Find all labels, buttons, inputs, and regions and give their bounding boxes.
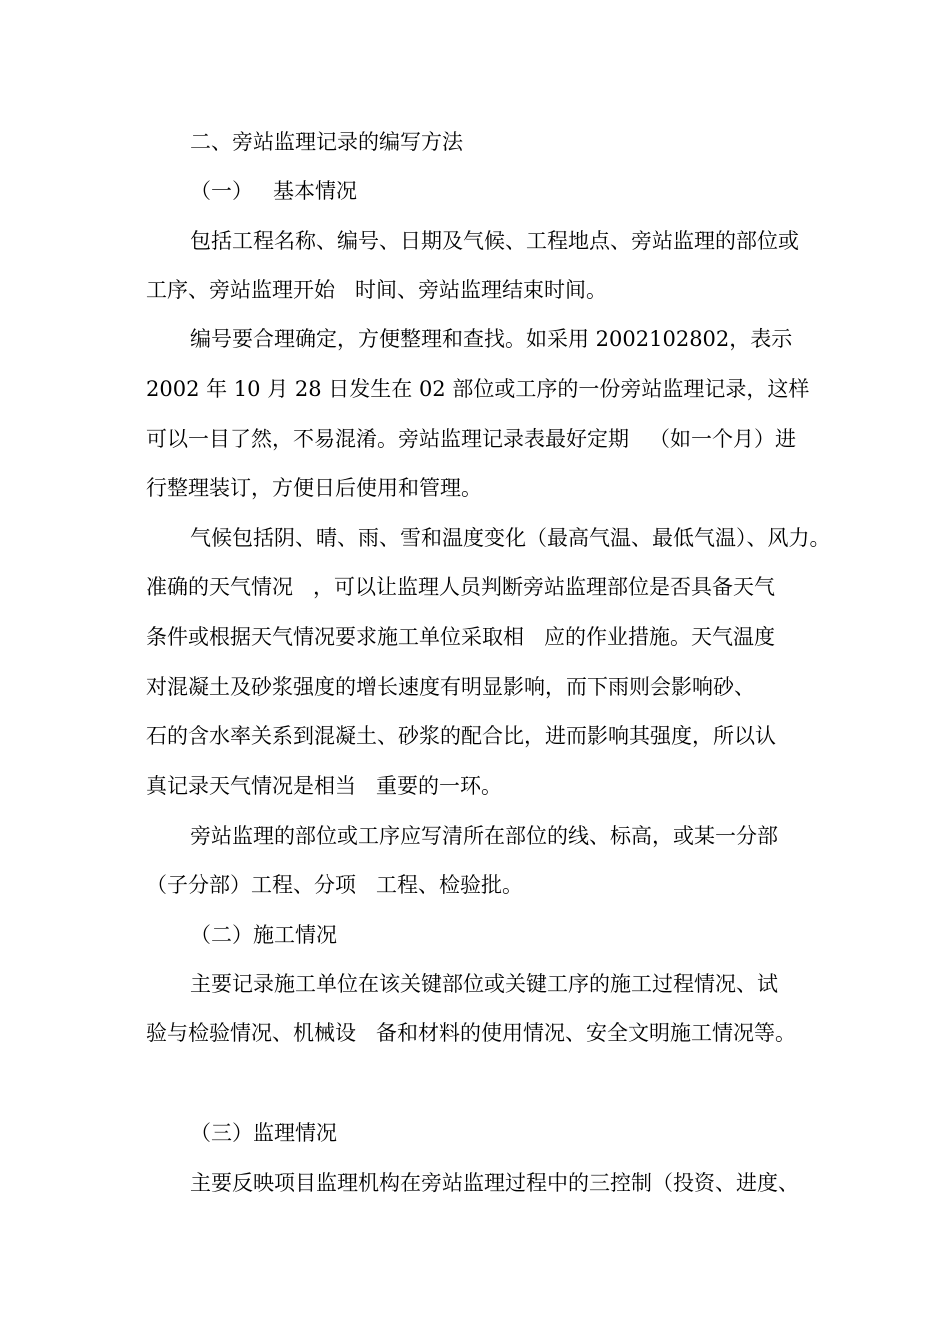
section-heading: 二、旁站监理记录的编写方法 bbox=[190, 130, 463, 154]
paragraph-line: 真记录天气情况是相当 重要的一环。 bbox=[146, 774, 503, 798]
paragraph-line: 验与检验情况、机械设 备和材料的使用情况、安全文明施工情况等。 bbox=[146, 1021, 797, 1045]
paragraph-line: 可以一目了然，不易混淆。旁站监理记录表最好定期 （如一个月）进 bbox=[146, 427, 797, 451]
paragraph-line: 对混凝土及砂浆强度的增长速度有明显影响，而下雨则会影响砂、 bbox=[146, 675, 755, 699]
paragraph-line: 2002 年 10 月 28 日发生在 02 部位或工序的一份旁站监理记录，这样 bbox=[146, 377, 810, 401]
paragraph-line: 编号要合理确定，方便整理和查找。如采用 2002102802，表示 bbox=[190, 327, 793, 351]
paragraph-line: 条件或根据天气情况要求施工单位采取相 应的作业措施。天气温度 bbox=[146, 625, 776, 649]
paragraph-line: 旁站监理的部位或工序应写清所在部位的线、标高，或某一分部 bbox=[190, 824, 778, 848]
paragraph-line: 准确的天气情况 ，可以让监理人员判断旁站监理部位是否具备天气 bbox=[146, 575, 776, 599]
paragraph-line: （子分部）工程、分项 工程、检验批。 bbox=[146, 873, 524, 897]
subsection-heading-construction: （二）施工情况 bbox=[190, 923, 337, 947]
paragraph-line: 行整理装订，方便日后使用和管理。 bbox=[146, 476, 482, 500]
paragraph-line: 工序、旁站监理开始 时间、旁站监理结束时间。 bbox=[146, 278, 608, 302]
paragraph-line: 主要反映项目监理机构在旁站监理过程中的三控制（投资、进度、 bbox=[190, 1171, 799, 1195]
paragraph-line: 包括工程名称、编号、日期及气候、工程地点、旁站监理的部位或 bbox=[190, 229, 799, 253]
paragraph-line: 主要记录施工单位在该关键部位或关键工序的施工过程情况、试 bbox=[190, 972, 778, 996]
paragraph-line: 石的含水率关系到混凝土、砂浆的配合比，进而影响其强度，所以认 bbox=[146, 724, 776, 748]
subsection-heading-supervision: （三）监理情况 bbox=[190, 1121, 337, 1145]
subsection-heading-basic-info: （一） 基本情况 bbox=[190, 179, 358, 203]
paragraph-line: 气候包括阴、晴、雨、雪和温度变化（最高气温、最低气温）、风力。 bbox=[190, 526, 831, 550]
